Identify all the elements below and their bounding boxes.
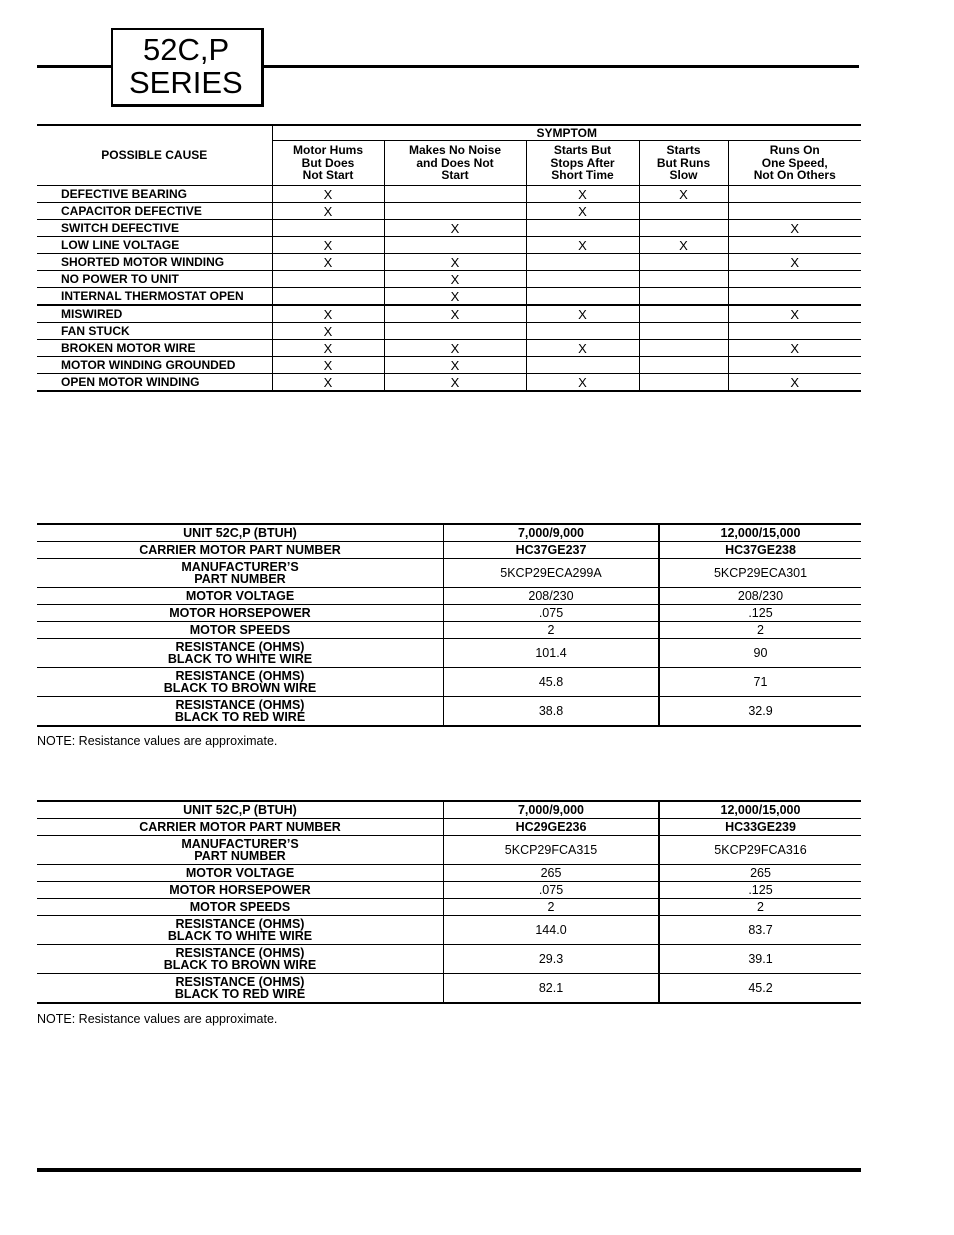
symptom-mark xyxy=(728,288,861,306)
symptom-mark: X xyxy=(728,340,861,357)
motor-spec-row xyxy=(37,639,861,668)
symptom-mark xyxy=(526,323,639,340)
symptom-column-header xyxy=(639,141,728,186)
spec-value-large-unit: .125 xyxy=(659,605,861,622)
symptom-mark xyxy=(384,237,526,254)
symptom-row xyxy=(37,254,861,271)
spec-label-line: RESISTANCE (OHMS) xyxy=(175,974,305,989)
spec-label-line: PART NUMBER xyxy=(194,572,286,586)
symptom-mark: X xyxy=(384,305,526,323)
series-title-box xyxy=(111,28,264,107)
spec-value-small-unit: 7,000/9,000 xyxy=(444,801,660,819)
spec-value-large-unit: 45.2 xyxy=(659,974,861,1004)
symptom-mark: X xyxy=(526,374,639,392)
motor-spec-row xyxy=(37,819,861,836)
symptom-mark xyxy=(384,323,526,340)
spec-label xyxy=(37,697,444,727)
spec-label xyxy=(37,974,444,1004)
spec-value-small-unit: .075 xyxy=(444,882,660,899)
column-header-line: Starts But xyxy=(553,143,612,158)
motor-spec-table-1 xyxy=(37,523,861,727)
symptom-mark: X xyxy=(272,374,384,392)
symptom-mark xyxy=(272,288,384,306)
symptom-mark xyxy=(272,271,384,288)
spec-label xyxy=(37,916,444,945)
symptom-row xyxy=(37,220,861,237)
symptom-column-header xyxy=(526,141,639,186)
spec-label-line: CARRIER MOTOR PART NUMBER xyxy=(139,819,341,834)
spec-label xyxy=(37,899,444,916)
column-header-line: Not On Others xyxy=(753,168,836,183)
symptom-mark: X xyxy=(728,254,861,271)
spec-value-small-unit: 45.8 xyxy=(444,668,660,697)
symptom-mark: X xyxy=(639,186,728,203)
symptom-mark xyxy=(639,271,728,288)
symptom-mark: X xyxy=(526,237,639,254)
spec-label-line: PART NUMBER xyxy=(194,849,286,863)
cause-label: SHORTED MOTOR WINDING xyxy=(37,254,272,271)
symptom-mark xyxy=(639,374,728,392)
spec-label-line: CARRIER MOTOR PART NUMBER xyxy=(139,542,341,557)
symptom-mark xyxy=(526,254,639,271)
symptom-row xyxy=(37,357,861,374)
possible-cause-header: POSSIBLE CAUSE xyxy=(37,125,272,186)
spec-value-small-unit: 144.0 xyxy=(444,916,660,945)
spec-label xyxy=(37,524,444,542)
symptom-mark xyxy=(384,186,526,203)
spec-value-large-unit: 39.1 xyxy=(659,945,861,974)
symptom-mark xyxy=(526,271,639,288)
motor-spec-row xyxy=(37,524,861,542)
cause-label: FAN STUCK xyxy=(37,323,272,340)
resistance-note-1: NOTE: Resistance values are approximate. xyxy=(37,734,278,748)
symptom-row xyxy=(37,374,861,392)
spec-value-small-unit: HC37GE237 xyxy=(444,542,660,559)
spec-label-line: UNIT 52C,P (BTUH) xyxy=(183,802,297,817)
column-header-line: Starts xyxy=(666,143,701,158)
spec-label xyxy=(37,819,444,836)
spec-label xyxy=(37,622,444,639)
spec-value-small-unit: 38.8 xyxy=(444,697,660,727)
symptom-mark xyxy=(639,305,728,323)
spec-label-line: MOTOR VOLTAGE xyxy=(185,588,295,603)
spec-label xyxy=(37,945,444,974)
symptom-mark xyxy=(526,357,639,374)
spec-value-large-unit: .125 xyxy=(659,882,861,899)
symptom-mark xyxy=(384,203,526,220)
cause-label: INTERNAL THERMOSTAT OPEN xyxy=(37,288,272,306)
cause-label: LOW LINE VOLTAGE xyxy=(37,237,272,254)
symptom-mark xyxy=(728,203,861,220)
cause-label: NO POWER TO UNIT xyxy=(37,271,272,288)
symptom-mark: X xyxy=(526,305,639,323)
series-title-line2: SERIES xyxy=(129,65,243,100)
symptom-row xyxy=(37,237,861,254)
symptom-mark: X xyxy=(384,254,526,271)
spec-label xyxy=(37,542,444,559)
spec-label-line: RESISTANCE (OHMS) xyxy=(175,639,305,654)
spec-value-small-unit: 265 xyxy=(444,865,660,882)
symptom-mark xyxy=(639,203,728,220)
column-header-line: Not Start xyxy=(302,168,354,183)
symptom-mark: X xyxy=(526,186,639,203)
symptom-mark: X xyxy=(272,357,384,374)
motor-spec-row xyxy=(37,801,861,819)
symptom-row xyxy=(37,271,861,288)
symptom-mark: X xyxy=(526,340,639,357)
symptom-mark xyxy=(728,323,861,340)
symptom-mark: X xyxy=(384,271,526,288)
spec-value-small-unit: 2 xyxy=(444,899,660,916)
symptom-mark xyxy=(639,254,728,271)
column-header-line: Stops After xyxy=(550,155,615,170)
symptom-mark: X xyxy=(384,357,526,374)
spec-label-line: BLACK TO RED WIRE xyxy=(174,987,306,1001)
symptom-header: SYMPTOM xyxy=(272,125,861,141)
spec-label xyxy=(37,668,444,697)
spec-label-line: MOTOR VOLTAGE xyxy=(185,865,295,880)
symptom-mark xyxy=(526,220,639,237)
spec-value-large-unit: 265 xyxy=(659,865,861,882)
motor-spec-row xyxy=(37,697,861,727)
spec-value-small-unit: 7,000/9,000 xyxy=(444,524,660,542)
symptom-mark: X xyxy=(384,288,526,306)
spec-value-small-unit: 208/230 xyxy=(444,588,660,605)
spec-label xyxy=(37,639,444,668)
symptom-row xyxy=(37,203,861,220)
motor-spec-row xyxy=(37,588,861,605)
symptom-mark xyxy=(639,340,728,357)
symptom-mark: X xyxy=(728,305,861,323)
motor-spec-row xyxy=(37,865,861,882)
footer-rule xyxy=(37,1168,861,1172)
spec-value-small-unit: 5KCP29ECA299A xyxy=(444,559,660,588)
symptom-mark: X xyxy=(728,220,861,237)
spec-label xyxy=(37,801,444,819)
motor-spec-table-2 xyxy=(37,800,861,1004)
spec-label-line: BLACK TO RED WIRE xyxy=(174,710,306,724)
spec-value-large-unit: 208/230 xyxy=(659,588,861,605)
spec-value-large-unit: 12,000/15,000 xyxy=(659,524,861,542)
cause-label: MISWIRED xyxy=(37,305,272,323)
symptom-table xyxy=(37,124,861,392)
symptom-row xyxy=(37,186,861,203)
column-header-line: Runs On xyxy=(769,143,820,158)
symptom-mark: X xyxy=(272,203,384,220)
spec-value-small-unit: .075 xyxy=(444,605,660,622)
spec-label-line: BLACK TO WHITE WIRE xyxy=(167,652,313,666)
spec-label-line: RESISTANCE (OHMS) xyxy=(175,668,305,683)
spec-label xyxy=(37,836,444,865)
spec-value-small-unit: 101.4 xyxy=(444,639,660,668)
spec-value-large-unit: 2 xyxy=(659,622,861,639)
column-header-line: and Does Not xyxy=(416,155,494,170)
spec-value-large-unit: 71 xyxy=(659,668,861,697)
symptom-mark xyxy=(639,220,728,237)
symptom-mark xyxy=(639,288,728,306)
symptom-mark xyxy=(526,288,639,306)
symptom-mark xyxy=(639,323,728,340)
spec-value-small-unit: HC29GE236 xyxy=(444,819,660,836)
spec-value-small-unit: 82.1 xyxy=(444,974,660,1004)
spec-label-line: UNIT 52C,P (BTUH) xyxy=(183,525,297,540)
column-header-line: One Speed, xyxy=(761,155,828,170)
motor-spec-row xyxy=(37,916,861,945)
spec-label-line: MANUFACTURER’S xyxy=(181,559,299,574)
spec-label xyxy=(37,605,444,622)
symptom-mark: X xyxy=(639,237,728,254)
motor-spec-row xyxy=(37,668,861,697)
symptom-mark xyxy=(728,237,861,254)
spec-label xyxy=(37,865,444,882)
spec-label-line: RESISTANCE (OHMS) xyxy=(175,945,305,960)
column-header-line: Short Time xyxy=(551,168,614,183)
spec-value-large-unit: 5KCP29FCA316 xyxy=(659,836,861,865)
symptom-mark: X xyxy=(384,340,526,357)
symptom-mark: X xyxy=(272,237,384,254)
symptom-column-header xyxy=(384,141,526,186)
spec-value-small-unit: 29.3 xyxy=(444,945,660,974)
spec-label-line: MOTOR SPEEDS xyxy=(189,899,291,914)
column-header-line: Slow xyxy=(669,168,698,183)
cause-label: CAPACITOR DEFECTIVE xyxy=(37,203,272,220)
motor-spec-row xyxy=(37,605,861,622)
symptom-mark: X xyxy=(272,305,384,323)
spec-value-large-unit: 32.9 xyxy=(659,697,861,727)
symptom-mark: X xyxy=(526,203,639,220)
spec-label-line: MOTOR HORSEPOWER xyxy=(169,605,311,620)
spec-value-large-unit: 2 xyxy=(659,899,861,916)
cause-label: DEFECTIVE BEARING xyxy=(37,186,272,203)
spec-label-line: BLACK TO BROWN WIRE xyxy=(163,681,317,695)
column-header-line: Motor Hums xyxy=(293,143,363,158)
spec-value-small-unit: 2 xyxy=(444,622,660,639)
motor-spec-row xyxy=(37,622,861,639)
column-header-line: But Does xyxy=(301,155,355,170)
symptom-mark xyxy=(639,357,728,374)
spec-value-small-unit: 5KCP29FCA315 xyxy=(444,836,660,865)
spec-label-line: MANUFACTURER’S xyxy=(181,836,299,851)
cause-label: SWITCH DEFECTIVE xyxy=(37,220,272,237)
column-header-line: But Runs xyxy=(656,155,711,170)
spec-label xyxy=(37,559,444,588)
spec-label-line: MOTOR SPEEDS xyxy=(189,622,291,637)
spec-label xyxy=(37,882,444,899)
symptom-row xyxy=(37,323,861,340)
spec-value-large-unit: 12,000/15,000 xyxy=(659,801,861,819)
series-title-line1: 52C,P xyxy=(143,32,230,67)
symptom-mark xyxy=(728,271,861,288)
resistance-note-2: NOTE: Resistance values are approximate. xyxy=(37,1012,278,1026)
motor-spec-row xyxy=(37,945,861,974)
motor-spec-row xyxy=(37,974,861,1004)
spec-value-large-unit: HC37GE238 xyxy=(659,542,861,559)
symptom-mark xyxy=(272,220,384,237)
spec-value-large-unit: 83.7 xyxy=(659,916,861,945)
spec-label-line: BLACK TO BROWN WIRE xyxy=(163,958,317,972)
column-header-line: Makes No Noise xyxy=(408,143,502,158)
column-header-line: Start xyxy=(441,168,469,183)
spec-label-line: BLACK TO WHITE WIRE xyxy=(167,929,313,943)
symptom-column-header xyxy=(728,141,861,186)
symptom-mark: X xyxy=(272,323,384,340)
motor-spec-row xyxy=(37,899,861,916)
symptom-mark: X xyxy=(272,340,384,357)
motor-spec-row xyxy=(37,836,861,865)
cause-label: OPEN MOTOR WINDING xyxy=(37,374,272,392)
motor-spec-row xyxy=(37,542,861,559)
symptom-mark: X xyxy=(272,254,384,271)
cause-label: BROKEN MOTOR WIRE xyxy=(37,340,272,357)
symptom-mark xyxy=(728,186,861,203)
spec-value-large-unit: 5KCP29ECA301 xyxy=(659,559,861,588)
symptom-mark xyxy=(728,357,861,374)
symptom-mark: X xyxy=(384,220,526,237)
symptom-mark: X xyxy=(728,374,861,392)
spec-label-line: MOTOR HORSEPOWER xyxy=(169,882,311,897)
motor-spec-row xyxy=(37,559,861,588)
cause-label: MOTOR WINDING GROUNDED xyxy=(37,357,272,374)
symptom-mark: X xyxy=(384,374,526,392)
spec-label-line: RESISTANCE (OHMS) xyxy=(175,697,305,712)
symptom-row xyxy=(37,288,861,306)
symptom-row xyxy=(37,305,861,323)
symptom-column-header xyxy=(272,141,384,186)
spec-label xyxy=(37,588,444,605)
symptom-row xyxy=(37,340,861,357)
motor-spec-row xyxy=(37,882,861,899)
spec-value-large-unit: 90 xyxy=(659,639,861,668)
symptom-mark: X xyxy=(272,186,384,203)
spec-label-line: RESISTANCE (OHMS) xyxy=(175,916,305,931)
spec-value-large-unit: HC33GE239 xyxy=(659,819,861,836)
